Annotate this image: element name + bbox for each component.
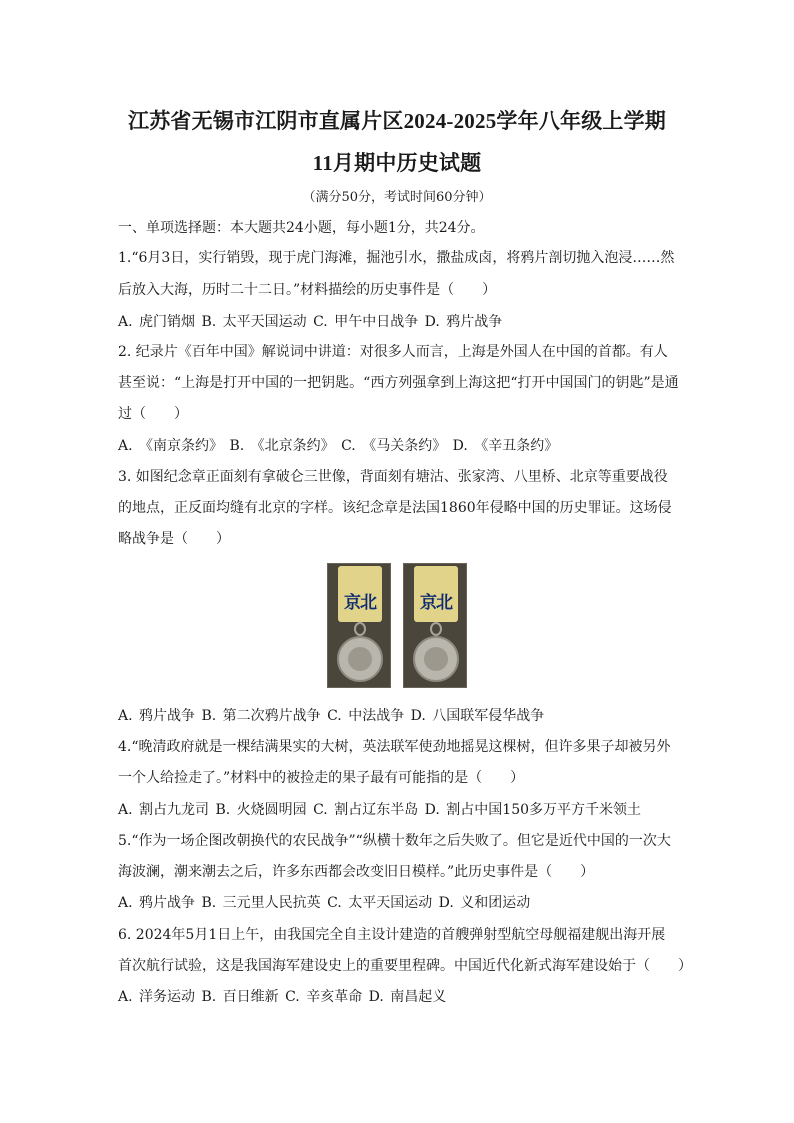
ribbon-text-front: 京北 bbox=[344, 593, 376, 613]
question-1-options: A. 虎门销烟 B. 太平天国运动 C. 甲午中日战争 D. 鸦片战争 bbox=[118, 314, 503, 330]
question-6-options: A. 洋务运动 B. 百日维新 C. 辛亥革命 D. 南昌起义 bbox=[118, 989, 447, 1005]
medal-back bbox=[403, 563, 467, 688]
question-3-line-3: 略战争是（ ） bbox=[118, 531, 230, 547]
exam-info: （满分50分，考试时间60分钟） bbox=[302, 190, 492, 205]
question-6-line-1: 6. 2024年5月1日上午，由我国完全自主设计建造的首艘弹射型航空母舰福建舰出海开展 bbox=[118, 927, 666, 943]
question-4-line-1: 4.“晚清政府就是一棵结满果实的大树，英法联军使劲地摇晃这棵树，但许多果子却被另外 bbox=[118, 739, 671, 755]
commemorative-medal-image bbox=[327, 563, 467, 688]
exam-title-line1: 江苏省无锡市江阴市直属片区2024-2025学年八年级上学期 bbox=[128, 109, 666, 133]
question-1-line-2: 后放入大海，历时二十二日。”材料描绘的历史事件是（ ） bbox=[118, 282, 497, 298]
medal-ring bbox=[430, 622, 442, 636]
question-2-line-1: 2. 纪录片《百年中国》解说词中讲道：对很多人而言，上海是外国人在中国的首都。有人 bbox=[118, 344, 668, 360]
question-4-options: A. 割占九龙司 B. 火烧圆明园 C. 割占辽东半岛 D. 割占中国150多万平方千米领土 bbox=[118, 802, 642, 818]
question-3-options: A. 鸦片战争 B. 第二次鸦片战争 C. 中法战争 D. 八国联军侵华战争 bbox=[118, 708, 545, 724]
question-3-line-2: 的地点，正反面均缝有北京的字样。该纪念章是法国1860年侵略中国的历史罪证。这场侵 bbox=[118, 500, 672, 516]
exam-title-line2: 11月期中历史试题 bbox=[312, 151, 482, 175]
question-5-line-2: 海波澜，潮来潮去之后，许多东西都会改变旧日模样。”此历史事件是（ ） bbox=[118, 864, 595, 880]
question-5-line-1: 5.“作为一场企图改朝换代的农民战争”“纵横十数年之后失败了。但它是近代中国的一次大 bbox=[118, 833, 671, 849]
question-5-options: A. 鸦片战争 B. 三元里人民抗英 C. 太平天国运动 D. 义和团运动 bbox=[118, 895, 531, 911]
question-2-line-2: 甚至说：“上海是打开中国的一把钥匙。“西方列强拿到上海这把“打开中国国门的钥匙”是通 bbox=[118, 375, 679, 391]
medal-front bbox=[327, 563, 391, 688]
section-heading: 一、单项选择题：本大题共24小题，每小题1分，共24分。 bbox=[118, 220, 485, 236]
question-6-line-2: 首次航行试验，这是我国海军建设史上的重要里程碑。中国近代化新式海军建设始于（ ） bbox=[118, 958, 692, 974]
question-2-line-3: 过（ ） bbox=[118, 406, 188, 422]
question-3-line-1: 3. 如图纪念章正面刻有拿破仑三世像，背面刻有塘沽、张家湾、八里桥、北京等重要战役 bbox=[118, 469, 668, 485]
medal-ring bbox=[354, 622, 366, 636]
medal-disc bbox=[413, 636, 459, 682]
question-4-line-2: 一个人给捡走了。”材料中的被捡走的果子最有可能指的是（ ） bbox=[118, 770, 525, 786]
medal-disc bbox=[337, 636, 383, 682]
question-1-line-1: 1.“6月3日，实行销毁，现于虎门海滩，掘池引水，撒盐成卤，将鸦片剖切抛入泡浸……然 bbox=[118, 250, 675, 266]
question-2-options: A. 《南京条约》 B. 《北京条约》 C. 《马关条约》 D. 《辛丑条约》 bbox=[118, 438, 559, 454]
ribbon-text-back: 京北 bbox=[420, 593, 452, 613]
